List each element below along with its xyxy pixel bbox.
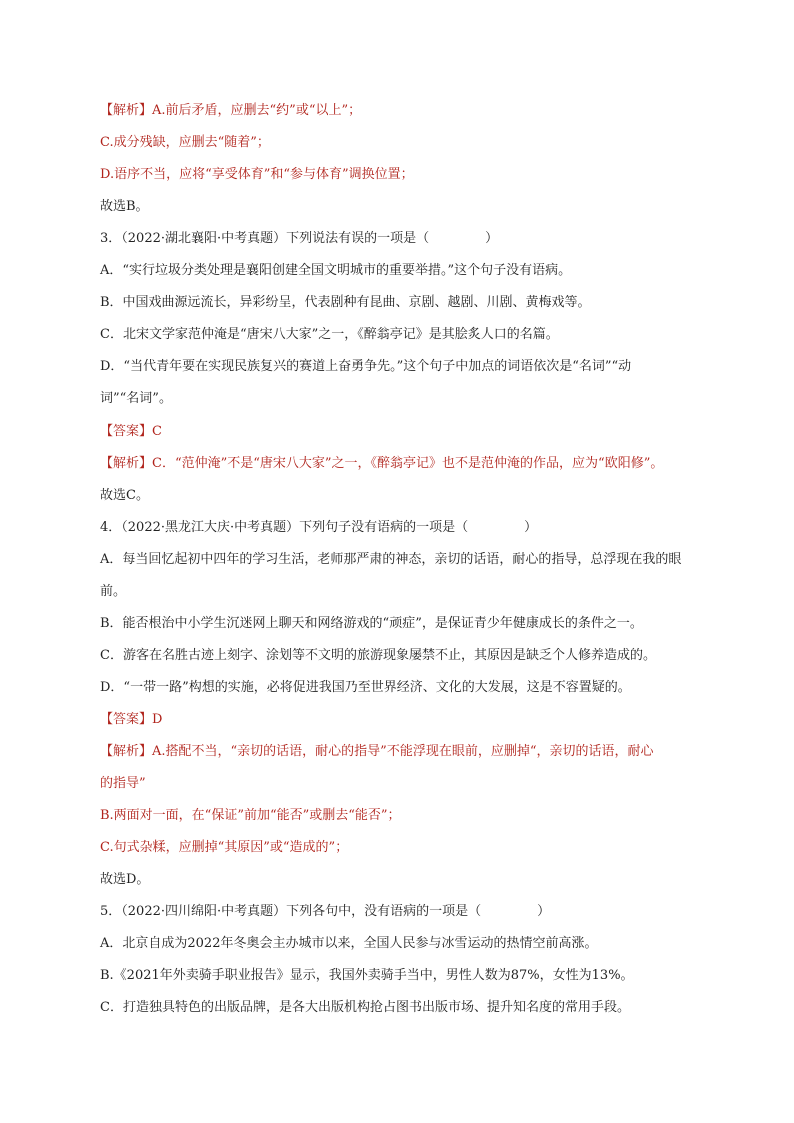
question-3-option-b: B．中国戏曲源远流长，异彩纷呈，代表剧种有昆曲、京剧、越剧、川剧、黄梅戏等。 (100, 295, 591, 310)
question-5-option-c: C．打造独具特色的出版品牌，是各大出版机构抢占图书出版市场、提升知名度的常用手段。 (100, 1000, 630, 1015)
conclusion-line: 故选C。 (100, 488, 149, 503)
explanation-text: A.前后矛盾，应删去“约”或“以上”； (152, 103, 362, 118)
question-4-stem: 4．（2022·黑龙江大庆·中考真题）下列句子没有语病的一项是（ ） (100, 520, 538, 535)
answer-line (100, 424, 740, 440)
explanation-label: 【解析】 (100, 744, 153, 759)
explanation-line (100, 744, 740, 760)
answer-label: 【答案】 (100, 424, 153, 439)
conclusion-line: 故选B。 (100, 199, 149, 214)
explanation-line: D.语序不当，应将“享受体育”和“参与体育”调换位置； (100, 167, 414, 182)
explanation-line: C.句式杂糅，应删掉“其原因”或“造成的”； (100, 840, 349, 855)
explanation-line (100, 103, 740, 119)
answer-line (100, 712, 740, 728)
question-3-option-c: C．北宋文学家范仲淹是“唐宋八大家”之一，《醉翁亭记》是其脍炙人口的名篇。 (100, 327, 559, 342)
question-4-option-a: A．每当回忆起初中四年的学习生活，老师那严肃的神态，亲切的话语，耐心的指导，总浮现在我的眼 (100, 552, 682, 567)
question-4-option-c: C．游客在名胜古迹上刻字、涂划等不文明的旅游现象屡禁不止，其原因是缺乏个人修养造成的。 (100, 648, 656, 663)
answer-value: C (152, 424, 162, 439)
explanation-label: 【解析】 (100, 456, 153, 471)
question-4-option-a-cont: 前。 (100, 584, 127, 599)
conclusion-line: 故选D。 (100, 872, 150, 887)
answer-value: D (152, 712, 163, 727)
answer-label: 【答案】 (100, 712, 153, 727)
question-4-option-d: D．“一带一路”构想的实施，必将促进我国乃至世界经济、文化的大发展，这是不容置疑的。 (100, 680, 631, 695)
explanation-text: C．“范仲淹”不是“唐宋八大家”之一，《醉翁亭记》也不是范仲淹的作品，应为“欧阳修”。 (152, 456, 664, 471)
question-5-option-a: A．北京自成为2022年冬奥会主办城市以来，全国人民参与冰雪运动的热情空前高涨。 (100, 936, 598, 951)
explanation-line: C.成分残缺，应删去“随着”； (100, 135, 270, 150)
explanation-line: B.两面对一面，在“保证”前加“能否”或删去“能否”； (100, 808, 401, 823)
explanation-line: 的指导” (100, 776, 146, 791)
question-4-option-b: B．能否根治中小学生沉迷网上聊天和网络游戏的“顽症”，是保证青少年健康成长的条件之一。 (100, 616, 643, 631)
question-5-stem: 5．（2022·四川绵阳·中考真题）下列各句中，没有语病的一项是（ ） (100, 904, 551, 919)
explanation-line (100, 456, 740, 472)
question-3-option-a: A．“实行垃圾分类处理是襄阳创建全国文明城市的重要举措。”这个句子没有语病。 (100, 263, 572, 278)
question-3-option-d-cont: 词”“名词”。 (100, 391, 172, 406)
explanation-text: A.搭配不当，“亲切的话语，耐心的指导”不能浮现在眼前，应删掉“，亲切的话语，耐心 (152, 744, 654, 759)
question-3-stem: 3．（2022·湖北襄阳·中考真题）下列说法有误的一项是（ ） (100, 231, 499, 246)
question-5-option-b: B.《2021年外卖骑手职业报告》显示，我国外卖骑手当中，男性人数为87%，女性为13%。 (100, 968, 634, 983)
question-3-option-d: D．“当代青年要在实现民族复兴的赛道上奋勇争先。”这个句子中加点的词语依次是“名词”“动 (100, 359, 632, 374)
explanation-label: 【解析】 (100, 103, 153, 118)
